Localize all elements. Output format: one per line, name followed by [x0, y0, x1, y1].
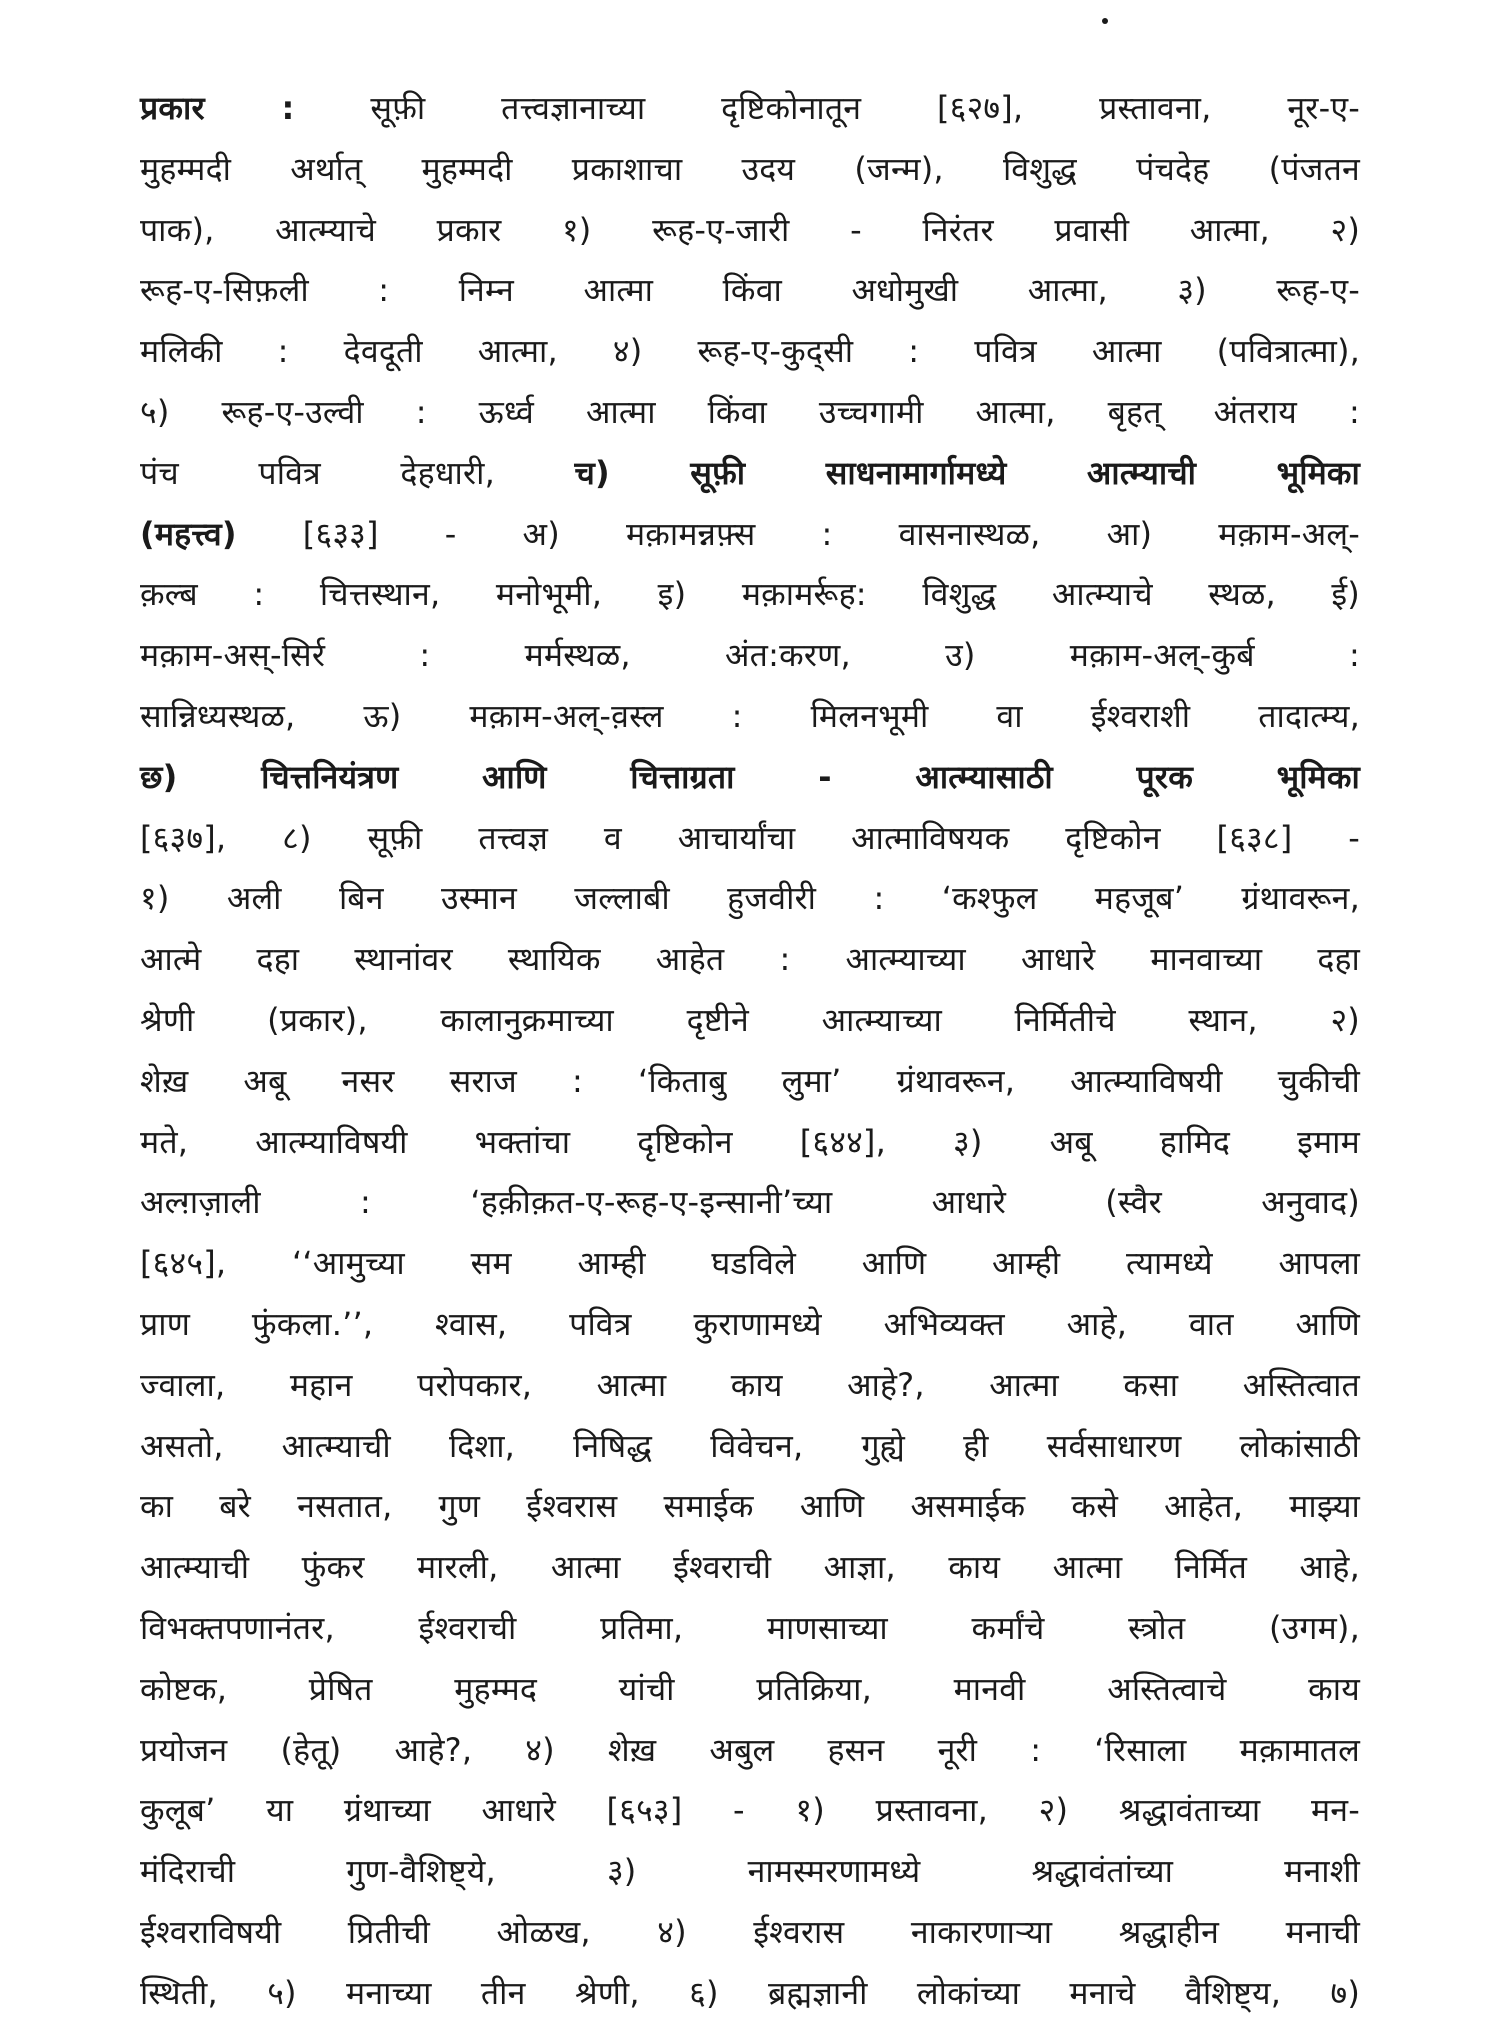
text-segment: कुलूब’ या ग्रंथाच्या आधारे [६५३] - १) प्रस्तावना, २) श्रद्धावंताच्या मन- [140, 1791, 1360, 1830]
text-line [140, 504, 1360, 565]
text-line [140, 1963, 1360, 2024]
bold-heading-segment: प्रकार : [140, 89, 295, 127]
text-segment: श्रेणी (प्रकार), कालानुक्रमाच्या दृष्टीने आत्म्याच्या निर्मितीचे स्थान, २) [140, 1000, 1360, 1039]
text-line [140, 1112, 1360, 1173]
text-line [140, 321, 1360, 382]
text-line [140, 1416, 1360, 1477]
text-line [140, 139, 1360, 200]
text-segment: [६३३] - अ) मक़ामन्नफ़्स : वासनास्थळ, आ) मक़ाम-अल्- [236, 514, 1360, 553]
text-segment: [६४५], ‘‘आमुच्या सम आम्ही घडविले आणि आम्ही त्यामध्ये आपला [140, 1244, 1360, 1283]
text-segment: मलिकी : देवदूती आत्मा, ४) रूह-ए-कुद्सी : पवित्र आत्मा (पवित्रात्मा), [140, 332, 1360, 371]
text-line [140, 686, 1360, 747]
bold-heading-segment: च) सूफ़ी साधनामार्गामध्ये आत्म्याची भूमिका [574, 453, 1360, 492]
text-line [140, 1233, 1360, 1294]
text-line [140, 1902, 1360, 1963]
text-segment: ईश्वराविषयी प्रितीची ओळख, ४) ईश्वरास नाकारणाऱ्या श्रद्धाहीन मनाची [140, 1912, 1360, 1951]
text-segment: मक़ाम-अस्-सिर्र : मर्मस्थळ, अंत:करण, उ) मक़ाम-अल्-कुर्ब : [140, 636, 1360, 675]
text-line [140, 1780, 1360, 1841]
text-segment: आत्म्याची फुंकर मारली, आत्मा ईश्वराची आज्ञा, काय आत्मा निर्मित आहे, [140, 1548, 1360, 1587]
text-segment: स्थिती, ५) मनाच्या तीन श्रेणी, ६) ब्रह्मज्ञानी लोकांच्या मनाचे वैशिष्ट्य, ७) [140, 1973, 1360, 2012]
text-line [140, 1355, 1360, 1416]
text-segment: सूफ़ी तत्त्वज्ञानाच्या दृष्टिकोनातून [६२७], प्रस्तावना, नूर-ए- [294, 89, 1360, 127]
text-segment: क़ल्ब : चित्तस्थान, मनोभूमी, इ) मक़ामर्रूह: विशुद्ध आत्म्याचे स्थळ, ई) [140, 575, 1360, 614]
text-line [140, 78, 1360, 139]
text-segment: १) अली बिन उस्मान जल्लाबी हुजवीरी : ‘कश्फुल महजूब’ ग्रंथावरून, [140, 879, 1360, 918]
text-line [140, 1172, 1360, 1233]
text-line [140, 200, 1360, 261]
text-segment: मते, आत्म्याविषयी भक्तांचा दृष्टिकोन [६४४], ३) अबू हामिद इमाम [140, 1122, 1360, 1161]
text-line [140, 808, 1360, 869]
text-segment: अल्ग़ज़ाली : ‘हक़ीक़त-ए-रूह-ए-इन्सानी’च्या आधारे (स्वैर अनुवाद) [140, 1183, 1360, 1222]
bold-heading-segment: छ) चित्तनियंत्रण आणि चित्ताग्रता - आत्म्यासाठी पूरक भूमिका [140, 757, 1360, 796]
text-segment: असतो, आत्म्याची दिशा, निषिद्ध विवेचन, गुह्ये ही सर्वसाधारण लोकांसाठी [140, 1426, 1360, 1465]
text-segment: का बरे नसतात, गुण ईश्वरास समाईक आणि असमाईक कसे आहेत, माझ्या [140, 1487, 1360, 1526]
text-line [140, 1720, 1360, 1781]
text-line [140, 1051, 1360, 1112]
text-segment: प्रयोजन (हेतू) आहे?, ४) शेख़ अबुल हसन नूरी : ‘रिसाला मक़ामातल [140, 1730, 1360, 1769]
text-line [140, 443, 1360, 504]
text-segment: मुहम्मदी अर्थात् मुहम्मदी प्रकाशाचा उदय (जन्म), विशुद्ध पंचदेह (पंजतन [140, 149, 1360, 188]
text-line [140, 1659, 1360, 1720]
top-dot-mark [1102, 18, 1108, 24]
bold-heading-segment: (महत्त्व) [140, 514, 237, 553]
text-segment: आत्मे दहा स्थानांवर स्थायिक आहेत : आत्म्याच्या आधारे मानवाच्या दहा [140, 940, 1360, 979]
text-line [140, 1476, 1360, 1537]
text-segment: पाक), आत्म्याचे प्रकार १) रूह-ए-जारी - निरंतर प्रवासी आत्मा, २) [140, 210, 1360, 249]
text-line [140, 1537, 1360, 1598]
text-line [140, 625, 1360, 686]
text-segment: पंच पवित्र देहधारी, [140, 453, 575, 492]
text-segment: रूह-ए-सिफ़ली : निम्न आत्मा किंवा अधोमुखी आत्मा, ३) रूह-ए- [140, 271, 1360, 310]
text-segment: सान्निध्यस्थळ, ऊ) मक़ाम-अल्-व़स्ल : मिलनभूमी वा ईश्वराशी तादात्म्य, [140, 696, 1360, 735]
text-segment: [६३७], ८) सूफ़ी तत्त्वज्ञ व आचार्यांचा आत्माविषयक दृष्टिकोन [६३८] - [140, 818, 1360, 857]
text-segment: शेख़ अबू नसर सराज : ‘किताबु लुमा’ ग्रंथावरून, आत्म्याविषयी चुकीची [140, 1061, 1360, 1100]
index-paragraph [140, 78, 1360, 2024]
text-line [140, 747, 1360, 808]
text-line [140, 1598, 1360, 1659]
text-segment: ज्वाला, महान परोपकार, आत्मा काय आहे?, आत्मा कसा अस्तित्वात [140, 1365, 1360, 1404]
text-segment: विभक्तपणानंतर, ईश्वराची प्रतिमा, माणसाच्या कर्मांचे स्त्रोत (उगम), [140, 1608, 1360, 1647]
text-segment: प्राण फुंकला.’’, श्वास, पवित्र कुराणामध्ये अभिव्यक्त आहे, वात आणि [140, 1304, 1360, 1343]
text-line [140, 564, 1360, 625]
text-line [140, 382, 1360, 443]
text-segment: मंदिराची गुण-वैशिष्ट्ये, ३) नामस्मरणामध्ये श्रद्धावंतांच्या मनाशी [140, 1852, 1360, 1891]
text-segment: ५) रूह-ए-उल्वी : ऊर्ध्व आत्मा किंवा उच्चगामी आत्मा, बृहत् अंतराय : [140, 392, 1360, 431]
text-segment: कोष्टक, प्रेषित मुहम्मद यांची प्रतिक्रिया, मानवी अस्तित्वाचे काय [140, 1669, 1360, 1708]
text-line [140, 1841, 1360, 1902]
text-line [140, 990, 1360, 1051]
text-line [140, 868, 1360, 929]
text-line [140, 1294, 1360, 1355]
text-line [140, 260, 1360, 321]
text-line [140, 929, 1360, 990]
